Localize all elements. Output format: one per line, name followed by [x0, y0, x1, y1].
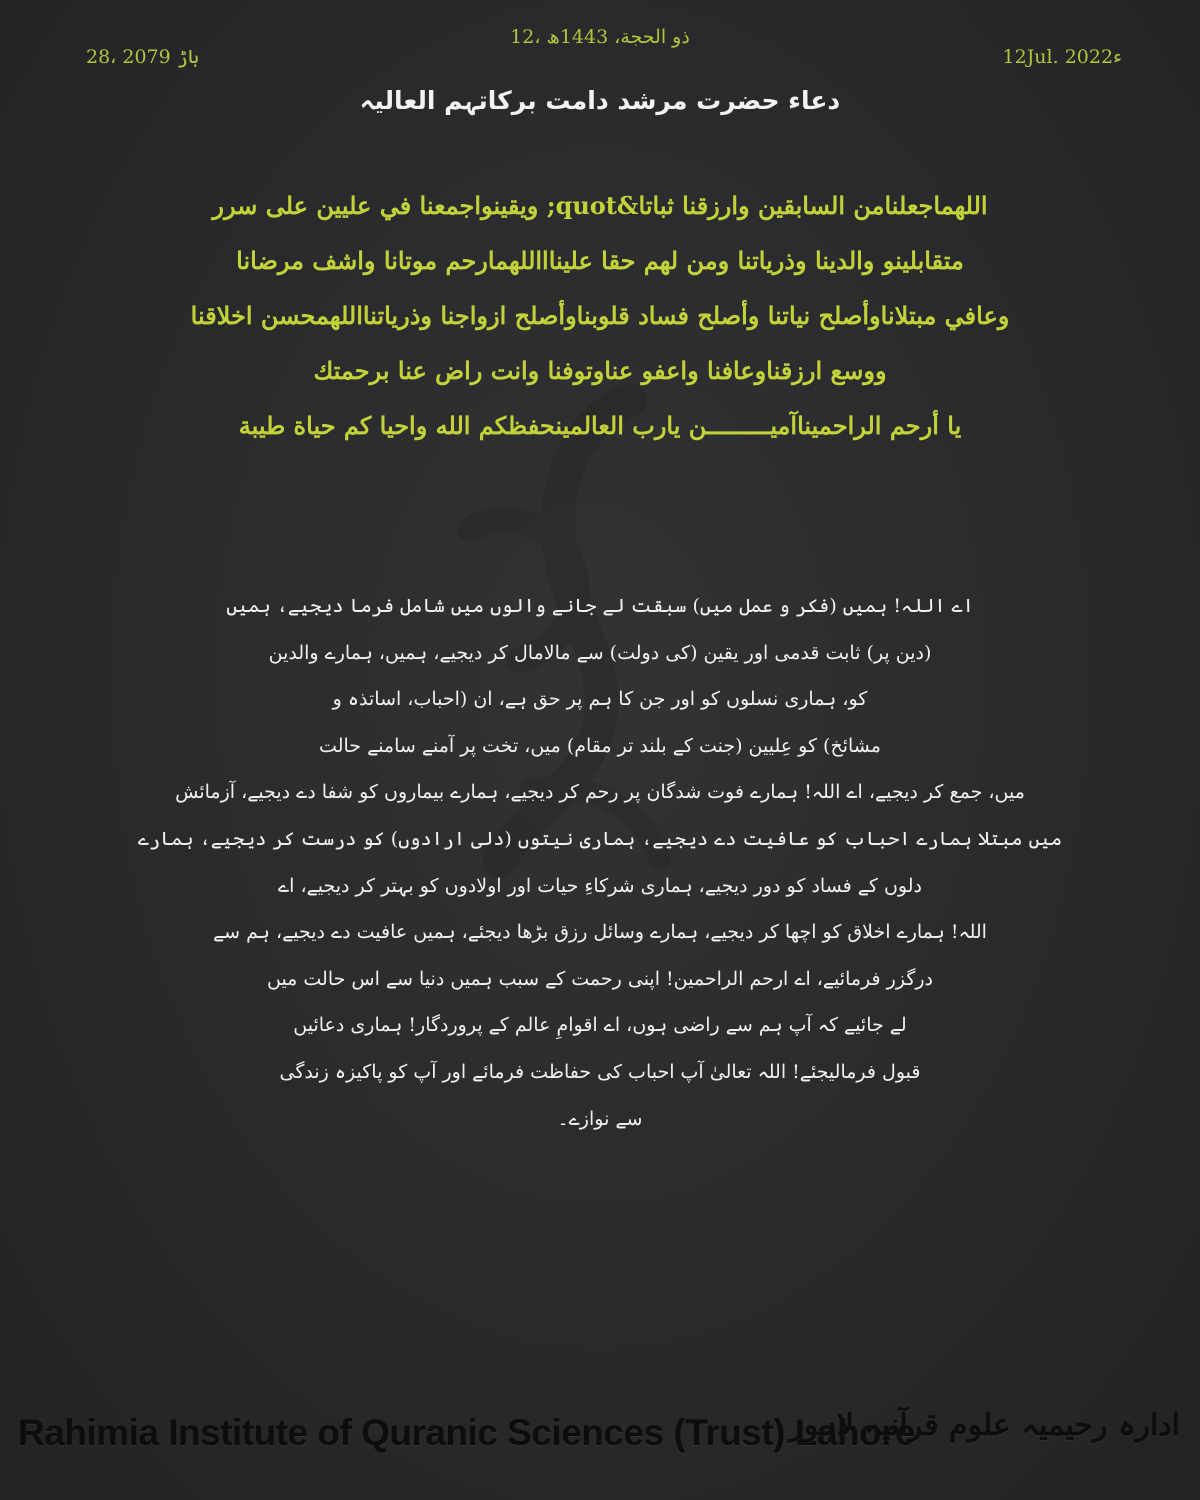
institute-footer	[0, 1394, 1200, 1484]
urdu-translation-line: درگزر فرمائیے، اے ارحم الراحمین! اپنی رحمت کے سبب ہمیں دنیا سے اس حالت میں	[266, 967, 933, 990]
gregorian-date: 12Jul. 2022ء	[1002, 46, 1122, 68]
urdu-translation-line: (دین پر) ثابت قدمی اور یقین (کی دولت) سے مالامال کر دیجیے، ہمیں، ہمارے والدین	[268, 641, 932, 664]
urdu-translation-line: سے نوازے۔	[557, 1107, 643, 1130]
arabic-dua-line: اللهماجعلنامن السابقين وارزقنا ثباتا&quot; ويقينواجمعنا في عليين على سرر	[212, 191, 988, 220]
urdu-translation-line: مشائخ) کو عِلیین (جنت کے بلند تر مقام) میں، تخت پر آمنے سامنے حالت	[319, 734, 881, 757]
urdu-translation-line: دلوں کے فساد کو دور دیجیے، ہماری شرکاءِ حیات اور اولادوں کو بہتر کر دیجیے، اے	[278, 874, 922, 897]
institute-name-urdu-logo: ادارہ رحیمیہ علوم قرآنیہ لاہور	[789, 1408, 1180, 1443]
urdu-translation-line: لے جائیے کہ آپ ہم سے راضی ہوں، اے اقوامِ عالم کے پروردگار! ہماری دعائیں	[293, 1014, 907, 1037]
bikrami-date: 28، ہاڑ 2079	[86, 46, 200, 68]
urdu-translation-line: میں، جمع کر دیجیے، اے اللہ! ہمارے فوت شدگان پر رحم کر دیجیے، ہمارے بیماروں کو شفا دے دیجیے، آزمائش	[175, 781, 1025, 804]
urdu-translation-line: اے اللہ! ہمیں (فکر و عمل میں) سبقت لے جانے والوں میں شامل فرما دیجیے، ہمیں	[226, 595, 974, 617]
institute-name-english: Rahimia Institute of Quranic Sciences (Trust) Lahore	[18, 1412, 916, 1453]
arabic-dua-line: يا أرحم الراحميناآميـــــــــن يارب العالمينحفظكم الله واحيا كم حياة طيبة	[238, 411, 962, 440]
arabic-dua-line: وعافي مبتلاناوأصلح نياتنا وأصلح فساد قلوبناوأصلح ازواجنا وذرياتنااللهمحسن اخلاقنا	[190, 301, 1010, 330]
page-title: دعاء حضرت مرشد دامت برکاتہم العالیہ	[359, 86, 841, 115]
arabic-dua	[70, 178, 1130, 453]
arabic-dua-line: متقابلينو والدينا وذرياتنا ومن لهم حقا عليناااللهمارحم موتانا واشف مرضانا	[236, 246, 964, 275]
urdu-translation-line: کو، ہماری نسلوں کو اور جن کا ہم پر حق ہے، ان (احباب، اساتذہ و	[332, 688, 868, 711]
hijri-date: 12، ذو الحجة، 1443ھ	[510, 26, 690, 48]
urdu-translation	[110, 583, 1090, 1142]
urdu-translation-line: اللہ! ہمارے اخلاق کو اچھا کر دیجیے، ہمارے وسائل رزق بڑھا دیجئے، ہمیں عافیت دے دیجیے، ہم سے	[213, 921, 987, 944]
urdu-translation-line: قبول فرمالیجئے! اللہ تعالیٰ آپ احباب کی حفاظت فرمائے اور آپ کو پاکیزہ زندگی	[279, 1060, 921, 1083]
urdu-translation-line: میں مبتلا ہمارے احباب کو عافیت دے دیجیے، ہماری نیتوں (دلی ارادوں) کو درست کر دیجیے، ہمارے	[137, 827, 1063, 850]
arabic-dua-line: ووسع ارزقناوعافنا واعفو عناوتوفنا وانت راض عنا برحمتك	[313, 356, 887, 385]
